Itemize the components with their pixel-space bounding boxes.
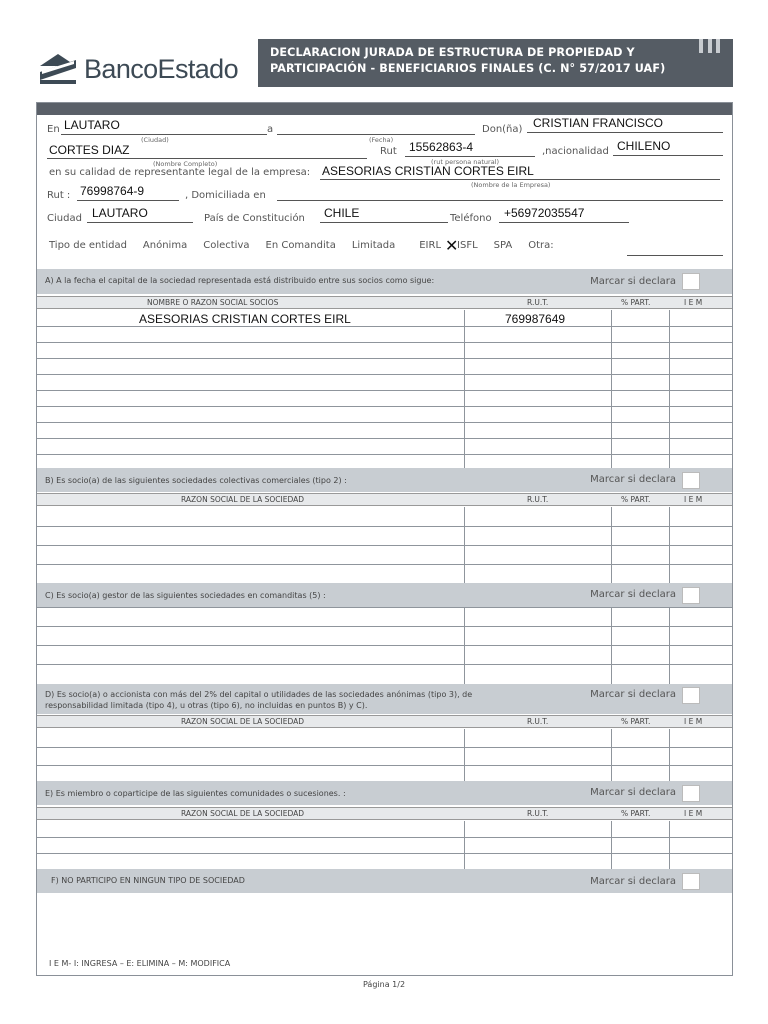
section-a-col-rut: R.U.T.: [527, 298, 549, 307]
bancoestado-logo-icon: [38, 52, 78, 86]
section-e-column-header: [37, 807, 732, 820]
section-d-col-name: RAZON SOCIAL DE LA SOCIEDAD: [181, 717, 305, 726]
rut-field-line: [405, 156, 535, 157]
telefono-label: Teléfono: [450, 213, 492, 224]
nacionalidad-field[interactable]: CHILENO: [617, 139, 671, 153]
section-b-marcar-label: Marcar si declara: [590, 474, 676, 485]
empresa-field-line: [320, 179, 720, 180]
empresa-hint: (Nombre de la Empresa): [471, 181, 551, 189]
entity-option-colectiva[interactable]: Colectiva: [203, 240, 250, 251]
calidad-label: en su calidad de representante legal de la empresa:: [49, 167, 311, 178]
telefono-field-line: [499, 222, 629, 223]
section-a-header: [37, 269, 732, 294]
section-d-marcar-label: Marcar si declara: [590, 689, 676, 700]
section-a-table: [37, 310, 732, 468]
domicilio-field[interactable]: [277, 200, 723, 201]
form-top-band: [37, 103, 732, 115]
section-f-marcar-label: Marcar si declara: [590, 876, 676, 887]
nacionalidad-field-line: [613, 155, 723, 156]
section-d-col-iem: I E M: [684, 717, 703, 726]
section-d-column-header: [37, 715, 732, 728]
don-label: Don(ña): [482, 124, 523, 135]
ciudad-hint: (Ciudad): [141, 136, 169, 144]
nombre-field[interactable]: CORTES DIAZ: [49, 143, 130, 157]
section-b-marcar-checkbox[interactable]: [682, 472, 700, 489]
pais-field[interactable]: CHILE: [324, 206, 360, 220]
section-d-title-line-2: responsabilidad limitada (tipo 4), u otras (tipo 6), no incluidas en puntos B) y C).: [45, 701, 368, 710]
section-f-title: F) NO PARTICIPO EN NINGUN TIPO DE SOCIEDAD: [51, 876, 245, 885]
rut-hint: (rut persona natural): [431, 158, 500, 166]
section-a-title: A) A la fecha el capital de la sociedad representada está distribuido entre sus socios como sigue:: [45, 276, 435, 285]
en-label: En: [47, 124, 60, 135]
entity-option-otra[interactable]: Otra:: [528, 240, 554, 251]
entity-option-comandita[interactable]: En Comandita: [265, 240, 336, 251]
pais-label: País de Constitución: [204, 213, 305, 224]
section-a-col-iem: I E M: [684, 298, 703, 307]
en-field[interactable]: LAUTARO: [64, 118, 120, 132]
pais-field-line: [320, 222, 448, 223]
section-e-marcar-checkbox[interactable]: [682, 785, 700, 802]
section-f-header: [37, 869, 732, 893]
section-e-col-rut: R.U.T.: [527, 809, 549, 818]
rut-empresa-field[interactable]: 76998764-9: [80, 184, 145, 198]
section-d-col-rut: R.U.T.: [527, 717, 549, 726]
rut-empresa-label: Rut :: [47, 190, 71, 201]
section-a-col-name: NOMBRE O RAZON SOCIAL SOCIOS: [147, 298, 279, 307]
section-c-title: C) Es socio(a) gestor de las siguientes sociedades en comanditas (5) :: [45, 591, 326, 600]
section-e-table: [37, 821, 732, 869]
rut-label: Rut: [380, 146, 397, 157]
entity-type-label: Tipo de entidad: [49, 240, 127, 251]
section-e-title: E) Es miembro o coparticipe de las siguientes comunidades o sucesiones. :: [45, 789, 346, 798]
section-a-col-part: % PART.: [621, 298, 651, 307]
section-f-marcar-checkbox[interactable]: [682, 873, 700, 890]
section-c-table: [37, 607, 732, 684]
section-a-row-1-name[interactable]: ASESORIAS CRISTIAN CORTES EIRL: [139, 312, 351, 326]
page-number: Página 1/2: [362, 980, 406, 989]
nacionalidad-label: ,nacionalidad: [542, 146, 609, 157]
entity-option-anonima[interactable]: Anónima: [142, 240, 188, 251]
entity-option-isfl[interactable]: ISFL: [457, 240, 478, 251]
section-a-column-header: [37, 296, 732, 309]
section-b-header: [37, 468, 732, 492]
section-a-row-1-rut[interactable]: 769987649: [505, 312, 566, 326]
ciudad-field-line: [87, 222, 193, 223]
fecha-field[interactable]: [277, 134, 475, 135]
entity-option-limitada[interactable]: Limitada: [351, 240, 396, 251]
section-a-marcar-checkbox[interactable]: [682, 273, 700, 290]
iem-legend: I E M- I: INGRESA – E: ELIMINA – M: MODIFICA: [49, 959, 231, 968]
eirl-check-mark: ✕: [445, 238, 459, 255]
nombre-field-line: [47, 158, 367, 159]
telefono-field[interactable]: +56972035547: [504, 206, 585, 220]
section-b-column-header: [37, 493, 732, 506]
section-e-col-iem: I E M: [684, 809, 703, 818]
section-e-col-part: % PART.: [621, 809, 651, 818]
don-field-line: [527, 132, 723, 133]
section-e-header: [37, 781, 732, 805]
title-line-1: DECLARACION JURADA DE ESTRUCTURA DE PROPIEDAD Y: [270, 46, 635, 59]
brand-logo: [38, 50, 248, 90]
section-d-table: [37, 729, 732, 781]
section-b-col-iem: I E M: [684, 495, 703, 504]
en-field-line: [61, 134, 267, 135]
ciudad-label: Ciudad: [47, 213, 82, 224]
declaration-form: [36, 102, 733, 976]
section-d-header: [37, 684, 732, 714]
section-b-table: [37, 507, 732, 583]
entity-option-spa[interactable]: SPA: [493, 240, 513, 251]
section-c-header: [37, 583, 732, 607]
section-d-marcar-checkbox[interactable]: [682, 687, 700, 704]
fecha-hint: (Fecha): [369, 136, 394, 144]
section-e-col-name: RAZON SOCIAL DE LA SOCIEDAD: [181, 809, 305, 818]
title-line-2: PARTICIPACIÓN - BENEFICIARIOS FINALES (C. N° 57/2017 UAF): [270, 62, 666, 75]
brand-name: BancoEstado: [84, 54, 239, 84]
section-c-marcar-checkbox[interactable]: [682, 587, 700, 604]
domiciliada-label: , Domiciliada en: [185, 190, 266, 201]
section-b-col-name: RAZON SOCIAL DE LA SOCIEDAD: [181, 495, 305, 504]
document-title: [258, 39, 733, 87]
entity-option-eirl[interactable]: EIRL: [419, 240, 442, 251]
rut-field[interactable]: 15562863-4: [409, 140, 474, 154]
otra-field[interactable]: [627, 255, 723, 256]
section-b-col-rut: R.U.T.: [527, 495, 549, 504]
section-e-marcar-label: Marcar si declara: [590, 787, 676, 798]
section-a-marcar-label: Marcar si declara: [590, 276, 676, 287]
don-field[interactable]: CRISTIAN FRANCISCO: [533, 116, 664, 130]
rut-empresa-field-line: [77, 200, 179, 201]
section-c-marcar-label: Marcar si declara: [590, 589, 676, 600]
entity-type-row: [49, 240, 570, 251]
a-label: a: [267, 124, 274, 135]
section-d-col-part: % PART.: [621, 717, 651, 726]
section-b-title: B) Es socio(a) de las siguientes sociedades colectivas comerciales (tipo 2) :: [45, 476, 347, 485]
empresa-field[interactable]: ASESORIAS CRISTIAN CORTES EIRL: [322, 164, 534, 178]
section-b-col-part: % PART.: [621, 495, 651, 504]
title-decoration-icon: [699, 39, 721, 53]
nombre-hint: (Nombre Completo): [153, 160, 218, 168]
section-d-title-line-1: D) Es socio(a) o accionista con más del 2% del capital o utilidades de las sociedades anónimas (tipo 3), de: [45, 690, 473, 699]
ciudad-field[interactable]: LAUTARO: [92, 206, 148, 220]
